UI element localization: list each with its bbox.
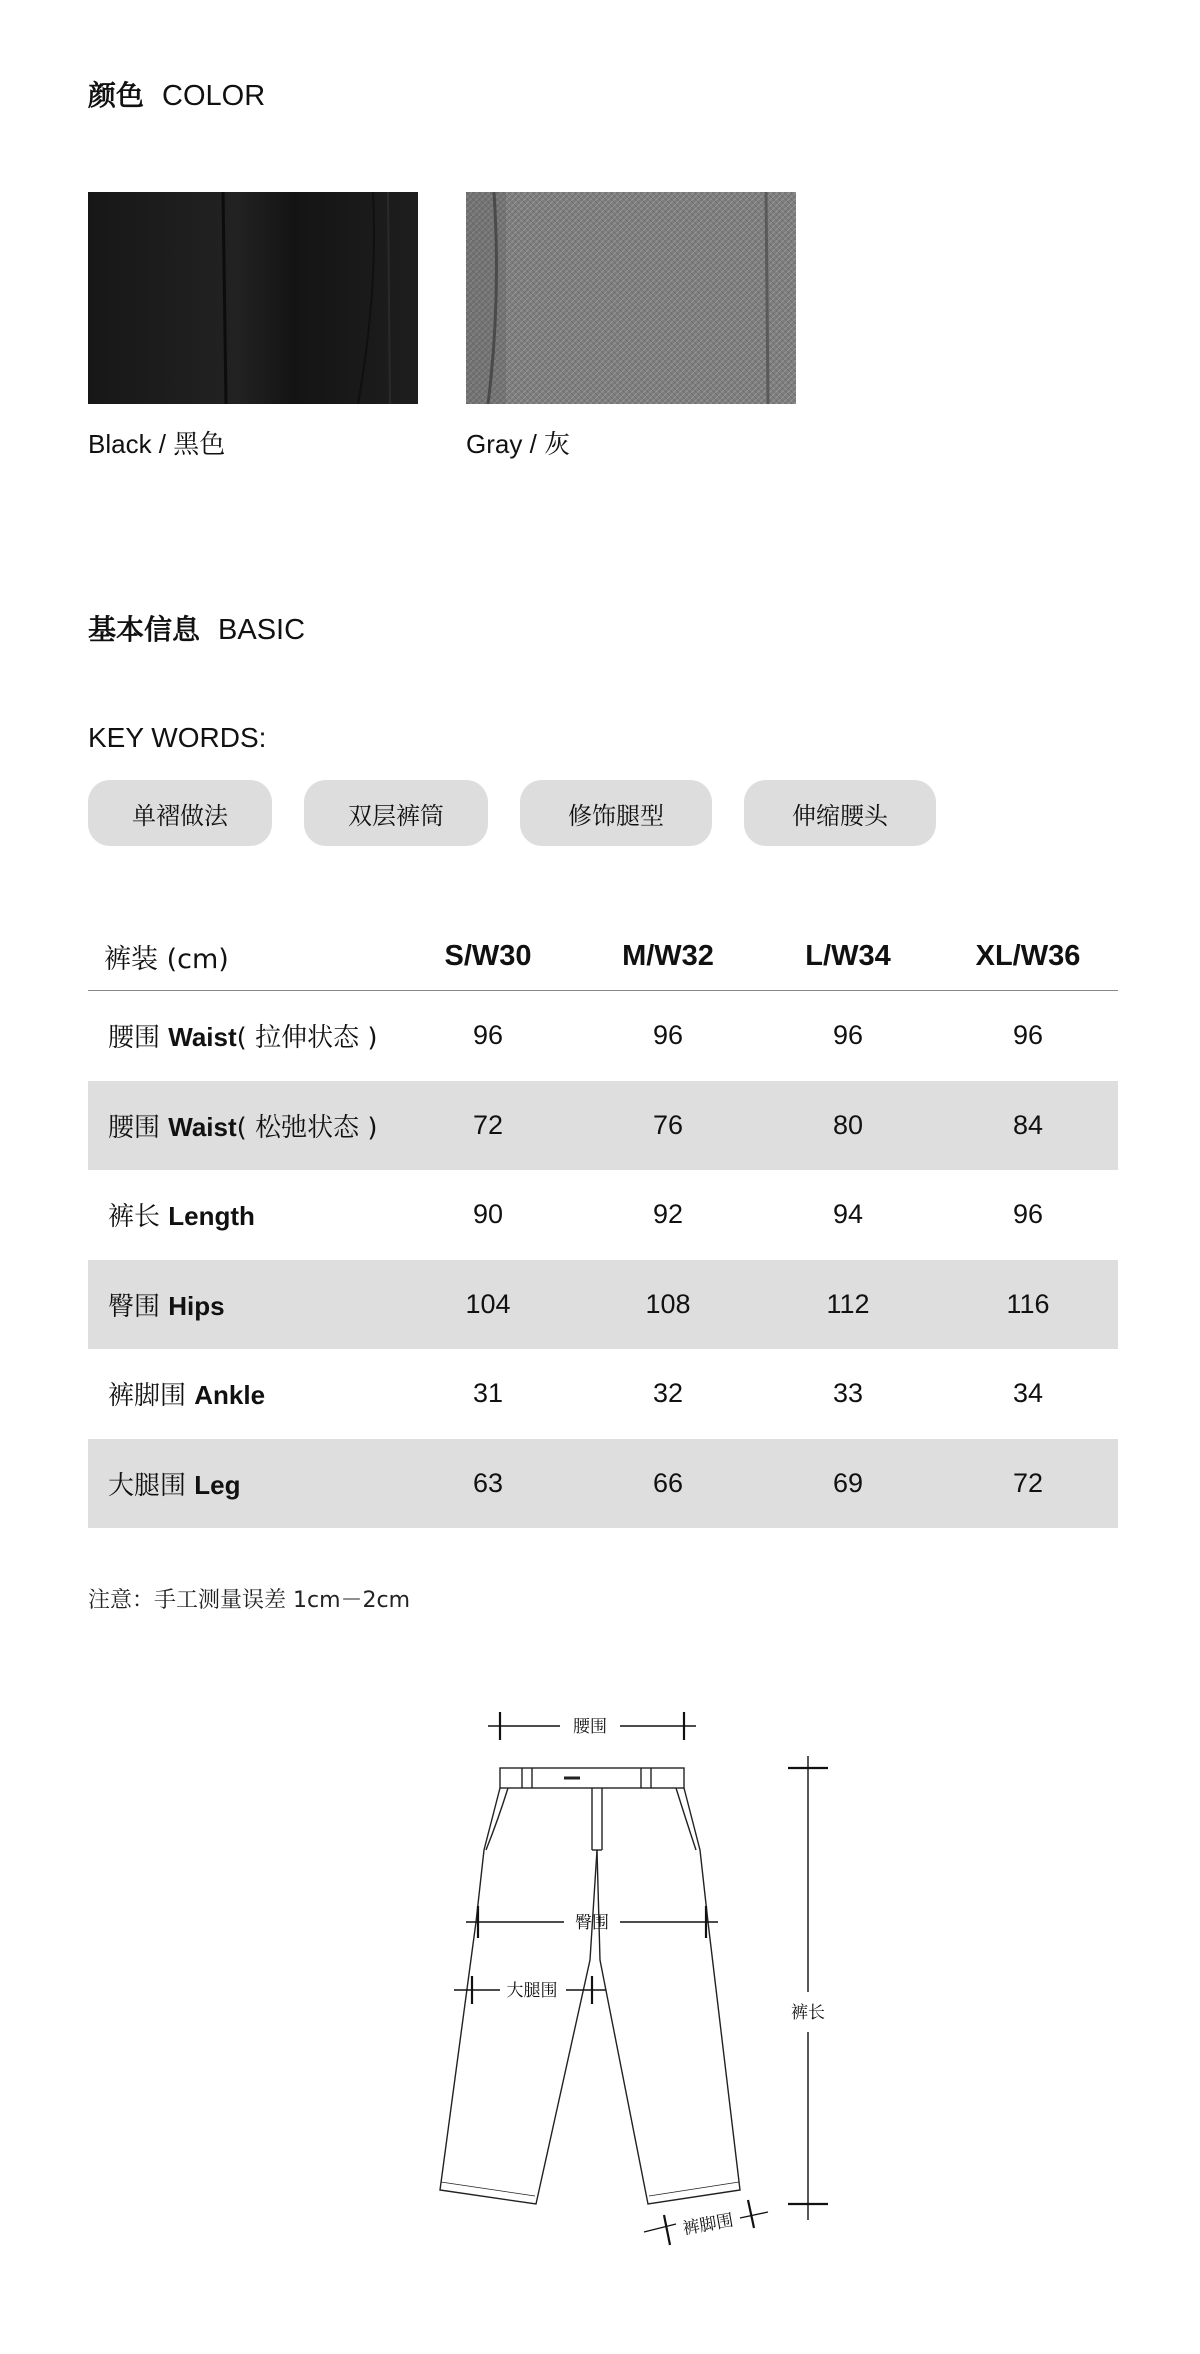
length-label: 裤长 — [791, 2003, 825, 2023]
table-row — [88, 1260, 1118, 1350]
hips-label: 臀围 — [575, 1913, 609, 1933]
table-cell: 92 — [652, 1199, 684, 1230]
basic-title-en: BASIC — [218, 614, 306, 646]
table-row — [88, 1349, 1118, 1439]
keyword-chips — [88, 780, 936, 846]
size-header: M/W32 — [578, 922, 758, 991]
row-label-cn: 裤长 — [108, 1202, 169, 1233]
table-row — [88, 1439, 1118, 1529]
table-cell: 96 — [652, 1020, 684, 1051]
basic-title-cn: 基本信息 — [88, 613, 201, 646]
table-cell: 63 — [398, 1439, 578, 1529]
table-cell: 80 — [758, 1081, 938, 1171]
table-cell: 96 — [472, 1020, 504, 1051]
row-label-suffix: ( 松弛状态 ) — [236, 1112, 378, 1143]
row-label-en: Waist — [168, 1111, 237, 1142]
keyword-chip[interactable]: 双层裤筒 — [304, 780, 488, 846]
gray-swatch-label — [466, 424, 570, 461]
table-cell: 112 — [758, 1260, 938, 1350]
thigh-label: 大腿围 — [506, 1981, 558, 2001]
row-label-cn: 大腿围 — [108, 1470, 195, 1501]
row-label — [88, 1439, 398, 1529]
size-header: L/W34 — [758, 922, 938, 991]
table-row — [88, 1081, 1118, 1171]
waist-label: 腰围 — [573, 1717, 607, 1737]
measurement-note: 注意：手工测量误差 1cm－2cm — [88, 1588, 411, 1613]
row-label-en: Ankle — [194, 1380, 266, 1411]
pants-measurement-diagram — [0, 1660, 1200, 2280]
table-cell: 104 — [398, 1260, 578, 1350]
row-label — [88, 1170, 398, 1260]
table-cell: 31 — [472, 1378, 504, 1409]
table-row — [88, 1170, 1118, 1260]
table-cell: 33 — [832, 1378, 864, 1409]
row-label-cn: 腰围 — [108, 1112, 169, 1143]
keyword-chip[interactable]: 修饰腿型 — [520, 780, 712, 846]
table-cell: 32 — [652, 1378, 684, 1409]
table-cell: 84 — [938, 1081, 1118, 1171]
row-label-suffix: ( 拉伸状态 ) — [236, 1023, 378, 1054]
gray-label-en: Gray / — [466, 429, 545, 459]
table-cell: 116 — [938, 1260, 1118, 1350]
table-cell: 96 — [832, 1020, 864, 1051]
table-cell: 96 — [1012, 1020, 1044, 1051]
row-label — [88, 1260, 398, 1350]
keyword-chip[interactable]: 伸缩腰头 — [744, 780, 936, 846]
table-row — [88, 991, 1118, 1081]
keyword-chip[interactable]: 单褶做法 — [88, 780, 272, 846]
size-header: XL/W36 — [938, 922, 1118, 991]
length-measure-line — [788, 1756, 828, 2220]
color-title-en: COLOR — [162, 80, 266, 112]
row-label-en: Waist — [168, 1022, 237, 1053]
table-cell: 76 — [578, 1081, 758, 1171]
table-cell: 69 — [758, 1439, 938, 1529]
row-label-en: Length — [168, 1201, 255, 1232]
gray-swatch[interactable] — [466, 192, 796, 404]
pants-outline — [440, 1768, 740, 2204]
size-table-unit-header: 裤装 (cm) — [88, 922, 398, 991]
ankle-label: 裤脚围 — [681, 2210, 736, 2240]
row-label-cn: 臀围 — [108, 1291, 169, 1322]
row-label-cn: 裤脚围 — [108, 1381, 195, 1412]
black-swatch[interactable] — [88, 192, 418, 404]
color-title-cn: 颜色 — [88, 79, 145, 112]
row-label — [88, 1081, 398, 1171]
size-table-header — [88, 922, 1118, 991]
black-swatch-label — [88, 424, 225, 461]
table-cell: 72 — [398, 1081, 578, 1171]
color-section-title — [88, 74, 265, 114]
gray-label-cn: 灰 — [544, 430, 571, 460]
black-label-cn: 黑色 — [173, 430, 226, 460]
row-label — [88, 991, 398, 1081]
table-cell: 108 — [578, 1260, 758, 1350]
size-header: S/W30 — [398, 922, 578, 991]
keywords-title: KEY WORDS: — [88, 722, 267, 753]
table-cell: 72 — [938, 1439, 1118, 1529]
table-cell: 94 — [832, 1199, 864, 1230]
basic-section-title — [88, 608, 305, 648]
table-cell: 90 — [472, 1199, 504, 1230]
size-table — [88, 922, 1118, 1528]
row-label — [88, 1349, 398, 1439]
row-label-cn: 腰围 — [108, 1023, 169, 1054]
table-cell: 66 — [578, 1439, 758, 1529]
row-label-en: Leg — [194, 1469, 241, 1500]
table-cell: 34 — [1012, 1378, 1044, 1409]
black-label-en: Black / — [88, 429, 174, 459]
row-label-en: Hips — [168, 1290, 225, 1321]
table-cell: 96 — [1012, 1199, 1044, 1230]
